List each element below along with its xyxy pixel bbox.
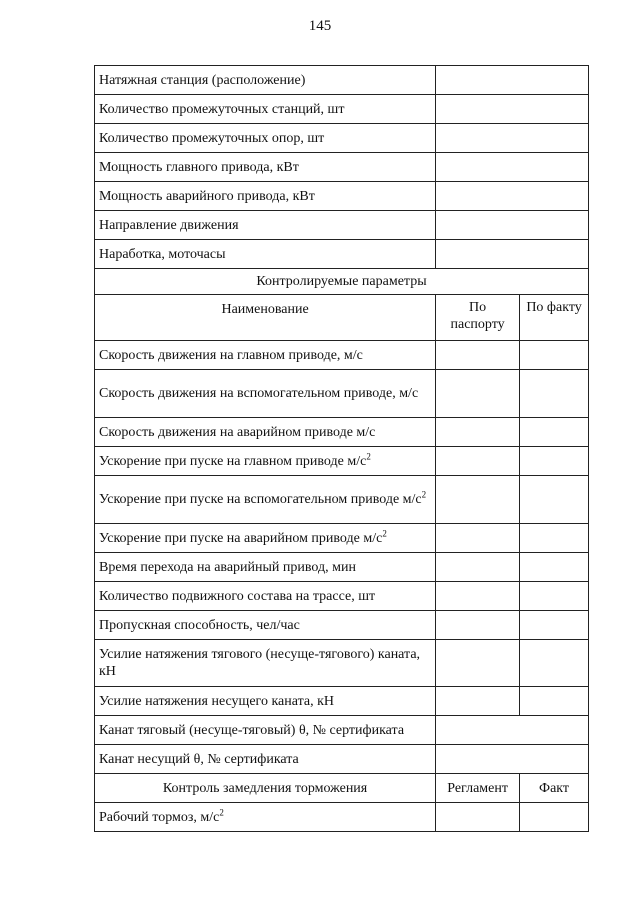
certificate-cell[interactable] — [436, 716, 589, 745]
param-label — [95, 447, 436, 476]
table-row — [95, 687, 589, 716]
braking-header-row — [95, 774, 589, 803]
fact-cell[interactable] — [520, 341, 589, 370]
passport-cell[interactable] — [436, 476, 520, 524]
param-label: Количество подвижного состава на трассе, шт — [95, 582, 436, 611]
row-label: Количество промежуточных опор, шт — [95, 124, 436, 153]
fact-cell[interactable] — [520, 524, 589, 553]
column-header-passport — [436, 295, 520, 341]
table-row — [95, 370, 589, 418]
fact-cell[interactable] — [520, 582, 589, 611]
table-row — [95, 582, 589, 611]
fact-cell[interactable] — [520, 687, 589, 716]
superscript: 2 — [382, 527, 387, 538]
fact-cell[interactable] — [520, 370, 589, 418]
table-row — [95, 716, 589, 745]
column-header-name: Наименование — [95, 295, 436, 341]
row-label: Натяжная станция (расположение) — [95, 66, 436, 95]
param-label — [95, 524, 436, 553]
table-row — [95, 745, 589, 774]
value-cell[interactable] — [436, 124, 589, 153]
param-label: Усилие натяжения тягового (несуще-тягового) каната, кН — [95, 640, 436, 687]
table-row — [95, 341, 589, 370]
param-label: Скорость движения на вспомогательном приводе, м/с — [95, 370, 436, 418]
param-label: Пропускная способность, чел/час — [95, 611, 436, 640]
table-row — [95, 611, 589, 640]
row-label: Мощность главного привода, кВт — [95, 153, 436, 182]
column-header-regulation: Регламент — [436, 774, 520, 803]
param-label-text: Ускорение при пуске на главном приводе м/с — [99, 453, 367, 469]
row-label: Количество промежуточных станций, шт — [95, 95, 436, 124]
param-label: Скорость движения на главном приводе, м/с — [95, 341, 436, 370]
table-row — [95, 182, 589, 211]
table-row — [95, 124, 589, 153]
passport-cell[interactable] — [436, 687, 520, 716]
fact-cell[interactable] — [520, 611, 589, 640]
value-cell[interactable] — [436, 182, 589, 211]
param-label: Усилие натяжения несущего каната, кН — [95, 687, 436, 716]
column-header-fact: По факту — [520, 295, 589, 341]
row-label: Направление движения — [95, 211, 436, 240]
passport-cell[interactable] — [436, 418, 520, 447]
table-row — [95, 240, 589, 269]
value-cell[interactable] — [436, 211, 589, 240]
fact-cell[interactable] — [520, 803, 589, 832]
value-cell[interactable] — [436, 153, 589, 182]
table-row — [95, 66, 589, 95]
value-cell[interactable] — [436, 66, 589, 95]
table-row — [95, 803, 589, 832]
fact-cell[interactable] — [520, 640, 589, 687]
table-row — [95, 476, 589, 524]
value-cell[interactable] — [436, 95, 589, 124]
passport-cell[interactable] — [436, 341, 520, 370]
certificate-cell[interactable] — [436, 745, 589, 774]
table-row — [95, 153, 589, 182]
page-number: 145 — [308, 18, 332, 34]
fact-cell[interactable] — [520, 553, 589, 582]
param-label-text: Ускорение при пуске на вспомогательном приводе м/с — [99, 492, 422, 507]
fact-cell[interactable] — [520, 418, 589, 447]
braking-label — [95, 803, 436, 832]
column-header-passport-line1: По — [469, 300, 487, 315]
table-row — [95, 418, 589, 447]
param-label: Время перехода на аварийный привод, мин — [95, 553, 436, 582]
row-label: Мощность аварийного привода, кВт — [95, 182, 436, 211]
section-header-row — [95, 269, 589, 295]
passport-cell[interactable] — [436, 582, 520, 611]
value-cell[interactable] — [436, 240, 589, 269]
superscript: 2 — [421, 489, 427, 500]
passport-cell[interactable] — [436, 524, 520, 553]
table-row — [95, 95, 589, 124]
table-row — [95, 447, 589, 476]
param-label: Скорость движения на аварийном приводе м/с — [95, 418, 436, 447]
braking-label-text: Рабочий тормоз, м/с — [99, 809, 220, 825]
inspection-table — [94, 65, 589, 832]
param-label — [95, 476, 436, 524]
superscript: 2 — [366, 450, 371, 461]
fact-cell[interactable] — [520, 447, 589, 476]
section-title-controlled: Контролируемые параметры — [95, 269, 589, 295]
table-row — [95, 211, 589, 240]
superscript: 2 — [219, 806, 224, 817]
column-header-passport-line2: паспорту — [450, 317, 505, 332]
passport-cell[interactable] — [436, 370, 520, 418]
table-row — [95, 640, 589, 687]
passport-cell[interactable] — [436, 640, 520, 687]
column-header-row — [95, 295, 589, 341]
param-label-text: Ускорение при пуске на аварийном приводе м/с — [99, 530, 383, 546]
section-title-braking: Контроль замедления торможения — [95, 774, 436, 803]
certificate-label: Канат тяговый (несуще-тяговый) θ, № сертификата — [95, 716, 436, 745]
passport-cell[interactable] — [436, 611, 520, 640]
passport-cell[interactable] — [436, 553, 520, 582]
certificate-label: Канат несущий θ, № сертификата — [95, 745, 436, 774]
row-label: Наработка, моточасы — [95, 240, 436, 269]
table-row — [95, 553, 589, 582]
passport-cell[interactable] — [436, 447, 520, 476]
table-row — [95, 524, 589, 553]
column-header-fact: Факт — [520, 774, 589, 803]
regulation-cell[interactable] — [436, 803, 520, 832]
fact-cell[interactable] — [520, 476, 589, 524]
